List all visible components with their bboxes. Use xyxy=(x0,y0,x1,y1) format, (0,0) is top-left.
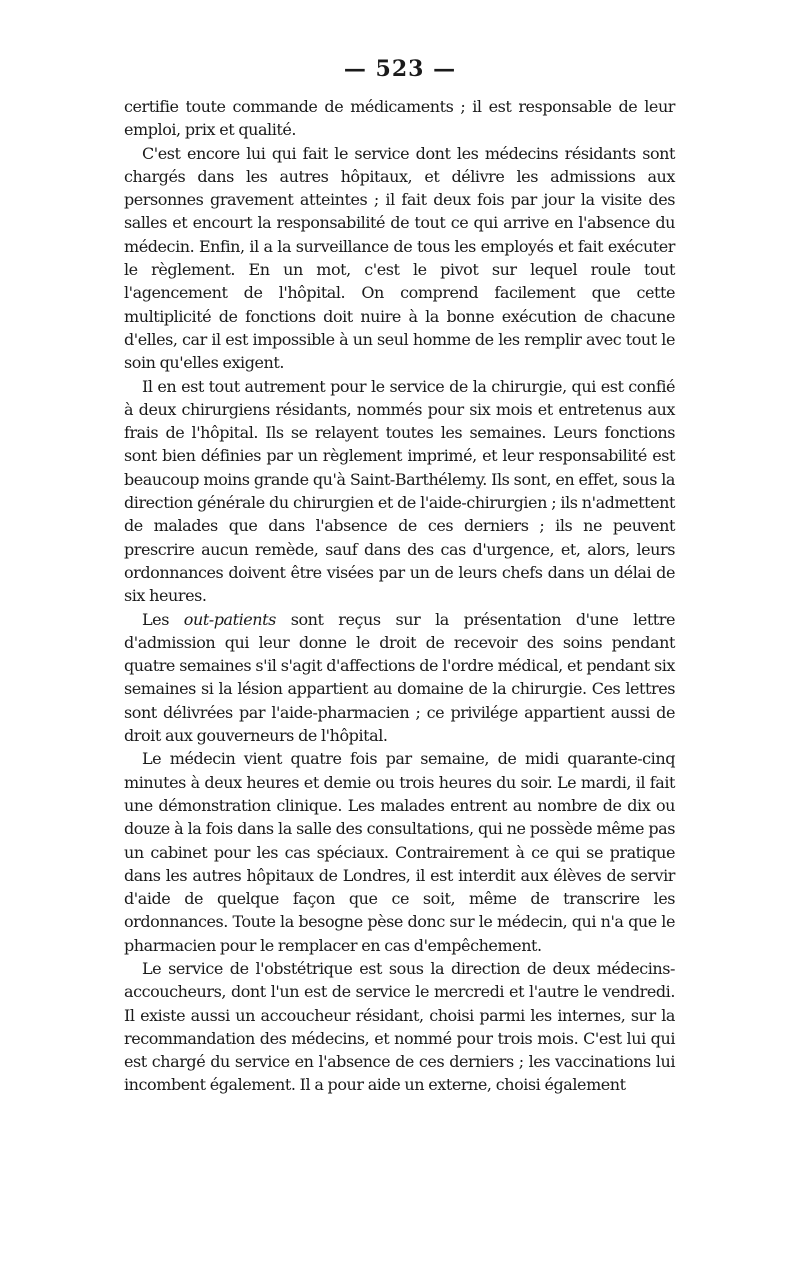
paragraph-surgery-service: Il en est tout autrement pour le service de la chirurgie, qui est confié à deux chirurgiens résidants, nommés pour six mois et entretenus aux frais de l'hôpital. Ils se relayent toutes les semaines. Leurs fonctions sont bien définies par un règlement imprimé, et leur responsabilité est beaucoup moins grande qu'à Saint-Barthélemy. Ils sont, en effet, sous la direction générale du chirurgien et de l'aide-chirurgien ; ils n'admettent de malades que dans l'absence de ces derniers ; ils ne peuvent prescrire aucun remède, sauf dans des cas d'urgence, et, alors, leurs ordonnances doivent être visées par un de leurs chefs dans un délai de six heures. xyxy=(124,376,675,606)
paragraph-chief-resident: C'est encore lui qui fait le service dont les médecins résidants sont chargés dans les autres hôpitaux, et délivre les admissions aux personnes gravement atteintes ; il fait deux fois par jour la visite des salles et encourt la responsabilité de tout ce qui arrive en l'absence du médecin. Enfin, il a la surveillance de tous les employés et fait exécuter le règlement. En un mot, c'est le pivot sur lequel roule tout l'agencement de l'hôpital. On comprend facilement que cette multiplicité de fonctions doit nuire à la bonne exécution de chacune d'elles, car il est impossible à un seul homme de les remplir avec tout le soin qu'elles exigent. xyxy=(124,143,675,373)
paragraph-continuation: certifie toute commande de médicaments ; il est responsable de leur emploi, prix et qualité. xyxy=(124,97,675,140)
out-patients-lead: Les xyxy=(142,609,184,629)
paragraph-out-patients xyxy=(124,608,675,748)
out-patients-term: out-patients xyxy=(183,609,276,629)
paragraph-physician-visits: Le médecin vient quatre fois par semaine, de midi quarante-cinq minutes à deux heures et demie ou trois heures du soir. Le mardi, il fait une démonstration clinique. Les malades entrent au nombre de dix ou douze à la fois dans la salle des consultations, qui ne possède même pas un cabinet pour les cas spéciaux. Contrairement à ce qui se pratique dans les autres hôpitaux de Londres, il est interdit aux élèves de servir d'aide de quelque façon que ce soit, même de transcrire les ordonnances. Toute la besogne pèse donc sur le médecin, qui n'a que le pharmacien pour le remplacer en cas d'empêchement. xyxy=(124,749,675,955)
body-text xyxy=(124,95,675,1097)
paragraph-obstetrics: Le service de l'obstétrique est sous la direction de deux médecins-accoucheurs, dont l'un est de service le mercredi et l'autre le vendredi. Il existe aussi un accoucheur résidant, choisi parmi les internes, sur la recommandation des médecins, et nommé pour trois mois. C'est lui qui est chargé du service en l'absence de ces derniers ; les vaccinations lui incombent également. Il a pour aide un externe, choisi également xyxy=(124,958,675,1095)
out-patients-body: sont reçus sur la présentation d'une lettre d'admission qui leur donne le droit de recevoir des soins pendant quatre semaines s'il s'agit d'affections de l'ordre médical, et pendant six semaines si la lésion appartient au domaine de la chirurgie. Ces lettres sont délivrées par l'aide-pharmacien ; ce privilége appartient aussi de droit aux gouverneurs de l'hôpital. xyxy=(124,609,676,746)
page-number: — 523 — xyxy=(343,56,457,82)
